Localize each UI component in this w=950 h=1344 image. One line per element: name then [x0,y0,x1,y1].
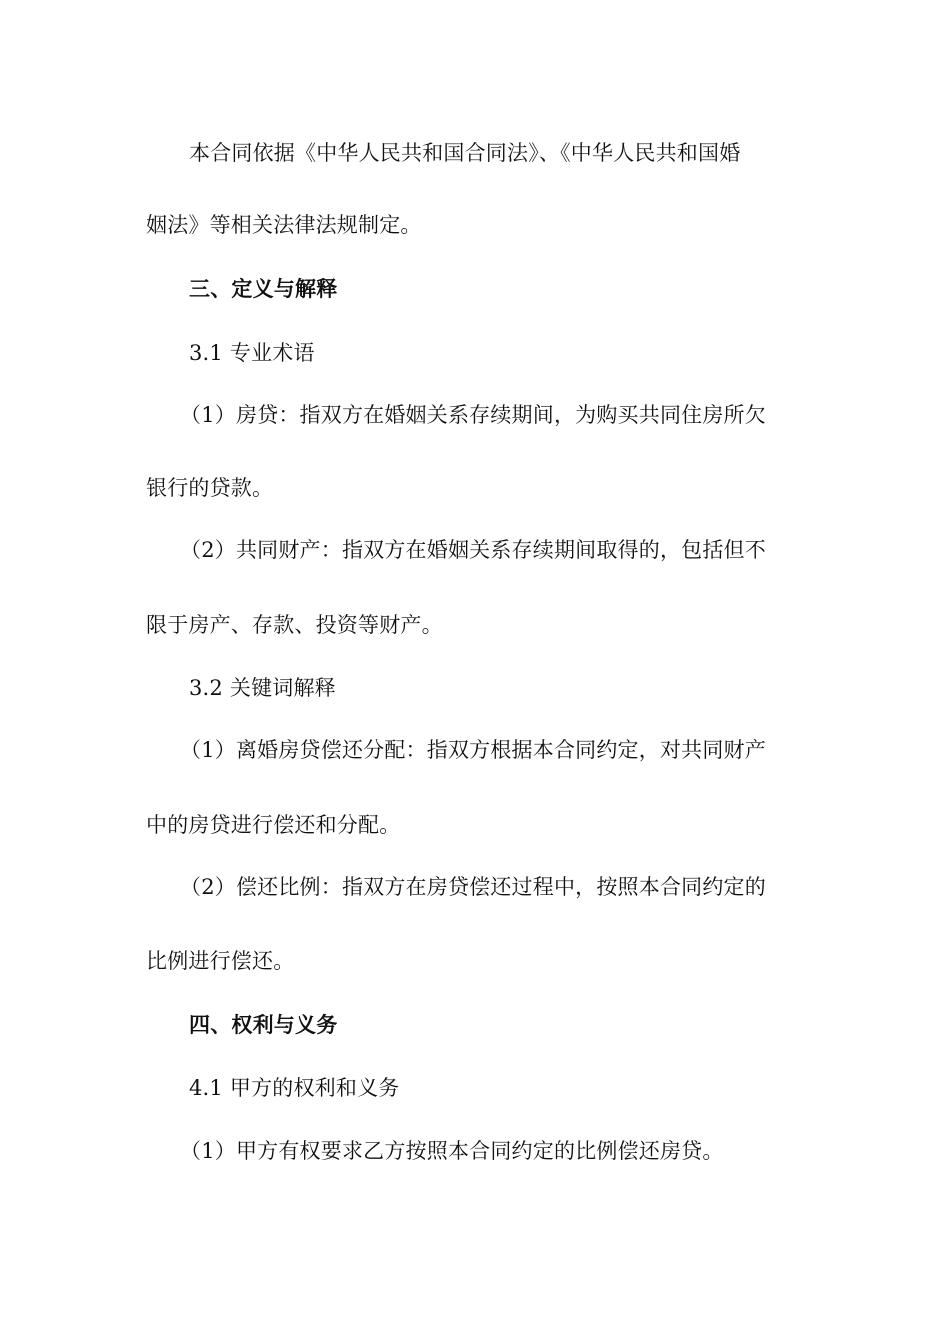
paragraph-line: （1）房贷：指双方在婚姻关系存续期间，为购买共同住房所欠 [180,403,766,427]
paragraph-line: （2）偿还比例：指双方在房贷偿还过程中，按照本合同约定的 [180,875,766,899]
section-heading: 三、定义与解释 [189,277,338,301]
paragraph-line: 银行的贷款。 [146,476,274,500]
paragraph-line: 限于房产、存款、投资等财产。 [146,613,443,637]
section-heading: 四、权利与义务 [189,1013,338,1037]
paragraph-line: （1）甲方有权要求乙方按照本合同约定的比例偿还房贷。 [180,1139,724,1163]
subsection-heading: 4.1 甲方的权利和义务 [189,1076,400,1100]
paragraph-line: （2）共同财产：指双方在婚姻关系存续期间取得的，包括但不 [180,538,766,562]
paragraph-line: 姻法》等相关法律法规制定。 [146,213,422,237]
paragraph-line: 中的房贷进行偿还和分配。 [146,813,401,837]
paragraph-line: 本合同依据《中华人民共和国合同法》、《中华人民共和国婚 [189,141,741,165]
paragraph-line: 比例进行偿还。 [146,949,295,973]
paragraph-line: （1）离婚房贷偿还分配：指双方根据本合同约定，对共同财产 [180,738,766,762]
subsection-heading: 3.2 关键词解释 [189,676,336,700]
subsection-heading: 3.1 专业术语 [189,341,315,365]
